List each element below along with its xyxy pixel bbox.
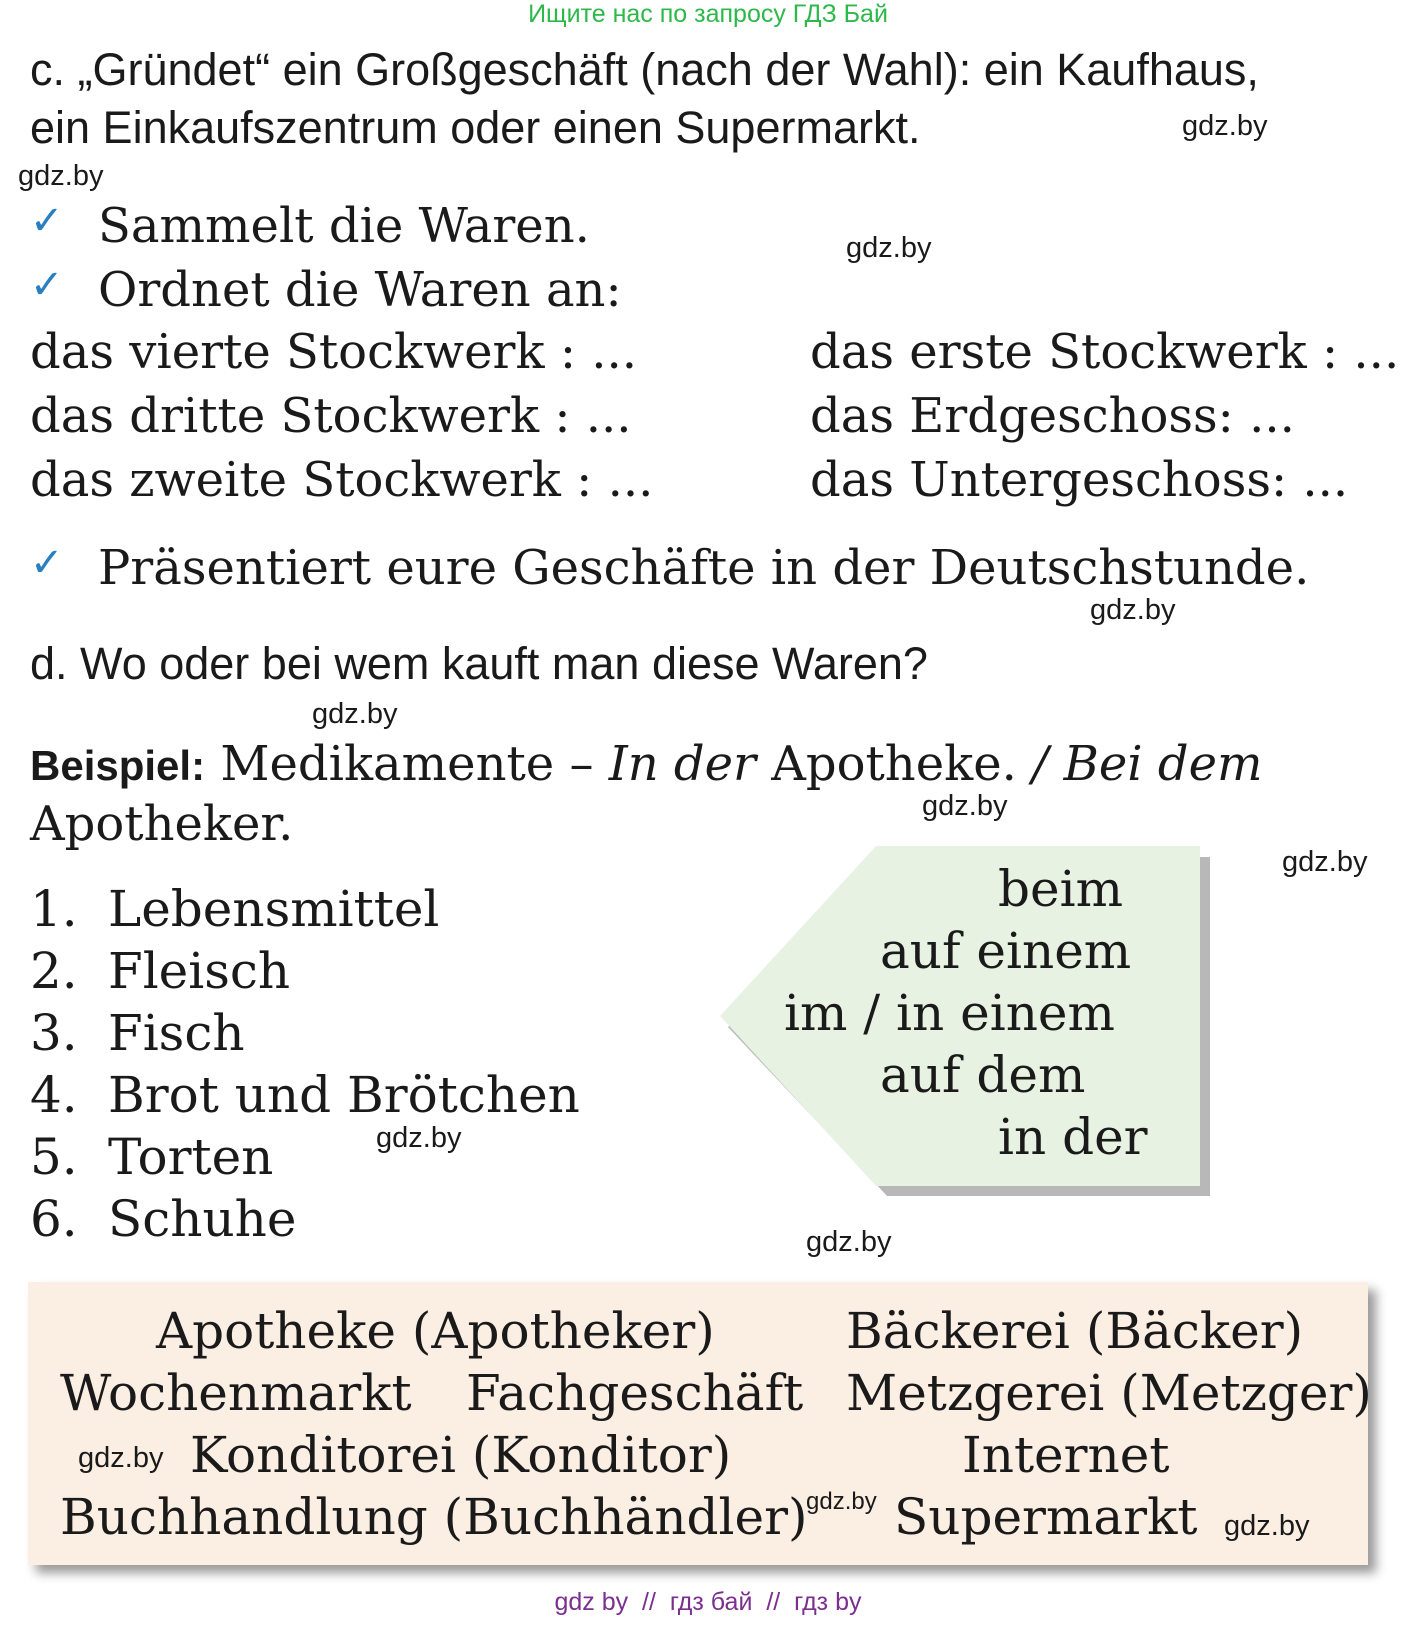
footer-links[interactable]: gdz by // гдз бай // гдз by [554,1588,862,1616]
goods-item: Brot und Brötchen [108,1066,580,1124]
section-d-heading: d. Wo oder bei wem kauft man diese Waren? [30,638,928,689]
example-dash: – [569,736,594,792]
hint-word-in-der: in der [998,1108,1148,1166]
vocab-wochenmarkt: Wochenmarkt [60,1364,412,1422]
watermark: gdz.by [312,698,398,730]
watermark: gdz.by [78,1442,164,1474]
goods-number: 2. [30,942,78,1000]
task-present-shops: Präsentiert eure Geschäfte in der Deutschstunde. [98,540,1310,596]
goods-item: Fleisch [108,942,291,1000]
vocab-buchhandlung: Buchhandlung (Buchhändler) [60,1488,808,1546]
top-banner[interactable]: Ищите нас по запросу ГДЗ Бай [528,0,888,28]
watermark: gdz.by [806,1226,892,1258]
goods-item: Fisch [108,1004,245,1062]
watermark: gdz.by [1282,846,1368,878]
watermark: gdz.by [806,1488,877,1515]
floor-left-1: das vierte Stockwerk : ... [30,324,638,380]
goods-number: 3. [30,1004,78,1062]
floor-right-1: das erste Stockwerk : ... [810,324,1400,380]
example-slash: / [1032,736,1049,792]
watermark: gdz.by [1182,110,1268,142]
check-icon: ✓ [30,198,64,244]
goods-number: 5. [30,1128,78,1186]
vocab-fachgeschaeft: Fachgeschäft [466,1364,804,1422]
example-word: Medikamente [220,736,555,792]
example-label: Beispiel: [30,742,206,789]
task-collect-goods: Sammelt die Waren. [98,198,590,254]
floor-left-2: das dritte Stockwerk : ... [30,388,632,444]
section-c-heading-line2: ein Einkaufszentrum oder einen Supermarkt. [30,102,921,153]
hint-word-auf-dem: auf dem [880,1046,1086,1104]
goods-number: 6. [30,1190,78,1248]
watermark: gdz.by [846,232,932,264]
example-line [30,736,1263,792]
hint-word-beim: beim [998,860,1123,918]
example-bei-dem: Bei dem [1063,736,1263,792]
section-c-heading-line1: c. „Gründet“ ein Großgeschäft (nach der Wahl): ein Kaufhaus, [30,44,1259,95]
goods-item: Schuhe [108,1190,297,1248]
floor-left-3: das zweite Stockwerk : ... [30,452,654,508]
vocab-apotheke: Apotheke (Apotheker) [156,1302,715,1360]
watermark: gdz.by [376,1122,462,1154]
goods-item: Lebensmittel [108,880,440,938]
vocabulary-box [28,1282,1372,1565]
vocab-internet: Internet [962,1426,1170,1484]
goods-item: Torten [108,1128,274,1186]
watermark: gdz.by [1224,1510,1310,1542]
watermark: gdz.by [922,790,1008,822]
vocab-baeckerei: Bäckerei (Bäcker) [846,1302,1304,1360]
goods-number: 1. [30,880,78,938]
example-apotheke: Apotheke. [771,736,1017,792]
goods-number: 4. [30,1066,78,1124]
watermark: gdz.by [1090,594,1176,626]
vocab-supermarkt: Supermarkt [894,1488,1198,1546]
vocab-metzgerei: Metzgerei (Metzger) [846,1364,1372,1422]
example-line2: Apotheker. [30,796,294,852]
hint-word-auf-einem: auf einem [880,922,1132,980]
floor-right-2: das Erdgeschoss: ... [810,388,1295,444]
check-icon: ✓ [30,540,64,586]
floor-right-3: das Untergeschoss: ... [810,452,1349,508]
hint-word-im-in-einem: im / in einem [784,984,1115,1042]
task-arrange-goods: Ordnet die Waren an: [98,262,622,318]
watermark: gdz.by [18,160,104,192]
check-icon: ✓ [30,262,64,308]
vocab-konditorei: Konditorei (Konditor) [190,1426,732,1484]
example-in-der: In der [608,736,756,792]
